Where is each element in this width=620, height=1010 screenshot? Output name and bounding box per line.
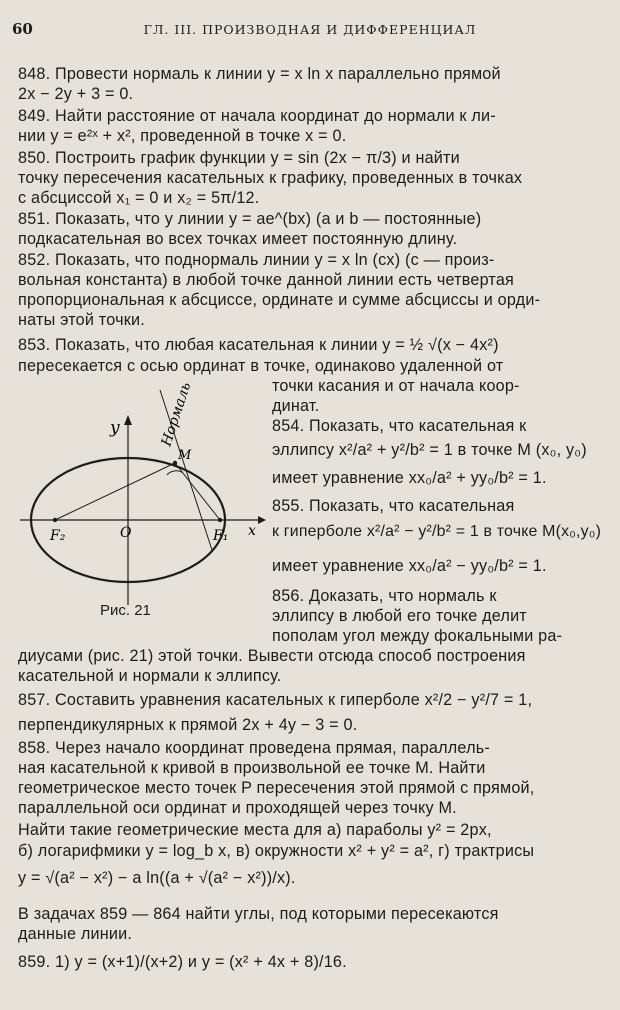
- text-line: 848. Провести нормаль к линии y = x ln x параллельно прямой: [18, 65, 501, 83]
- text-line: 2x − 2y + 3 = 0.: [18, 85, 134, 103]
- text-line: пропорциональная к абсциссе, ординате и сумме абсциссы и орди-: [18, 291, 541, 309]
- page-number: 60: [12, 20, 33, 38]
- y-axis-label: y: [110, 418, 120, 438]
- text-line: касательной и нормали к эллипсу.: [18, 667, 282, 685]
- figure-21: [20, 375, 270, 625]
- text-line: 855. Показать, что касательная: [272, 497, 515, 515]
- point-m: [173, 461, 177, 465]
- text-line: имеет уравнение xx₀/a² − yy₀/b² = 1.: [272, 557, 547, 575]
- chapter-title: ГЛ. III. ПРОИЗВОДНАЯ И ДИФФЕРЕНЦИАЛ: [143, 22, 477, 37]
- text-line: параллельной оси ординат и проходящей через точку M.: [18, 799, 457, 817]
- text-line: 849. Найти расстояние от начала координат до нормали к ли-: [18, 107, 496, 125]
- text-line: 851. Показать, что у линии y = ae^(bx) (a и b — постоянные): [18, 210, 482, 228]
- text-line: геометрическое место точек P пересечения этой прямой с прямой,: [18, 779, 535, 797]
- x-axis-label: x: [248, 523, 256, 539]
- text-line: В задачах 859 — 864 найти углы, под которыми пересекаются: [18, 905, 499, 923]
- text-line: к гиперболе x²/a² − y²/b² = 1 в точке M(x₀,y₀): [272, 523, 602, 540]
- text-line: вольная константа) в любой точке данной линии есть четвертая: [18, 271, 515, 289]
- text-line: 856. Доказать, что нормаль к: [272, 587, 497, 605]
- text-line: 853. Показать, что любая касательная к линии y = ½ √(x − 4x²): [18, 336, 499, 354]
- text-line: диусами (рис. 21) этой точки. Вывести отсюда способ построения: [18, 647, 526, 665]
- text-line: нии y = e²ˣ + x², проведенной в точке x = 0.: [18, 127, 347, 145]
- text-line: пересекается с осью ординат в точке, одинаково удаленной от: [18, 357, 504, 375]
- figure-caption: Рис. 21: [100, 602, 151, 619]
- text-line: 852. Показать, что поднормаль линии y = x ln (cx) (c — произ-: [18, 251, 495, 269]
- normal-label: Нормаль: [158, 380, 195, 449]
- x-axis-arrow: [258, 516, 266, 524]
- y-axis-arrow: [124, 415, 132, 425]
- f1-label: F₁: [213, 528, 229, 544]
- m-label: M: [178, 448, 192, 463]
- page-header: [12, 20, 608, 42]
- text-line: Найти такие геометрические места для а) параболы y² = 2px,: [18, 821, 492, 839]
- text-line: перпендикулярных к прямой 2x + 4y − 3 = 0.: [18, 716, 358, 734]
- focus-f1-point: [218, 518, 222, 522]
- text-line: y = √(a² − x²) − a ln((a + √(a² − x²))/x).: [18, 869, 296, 887]
- text-line: пополам угол между фокальными ра-: [272, 627, 563, 645]
- text-line: имеет уравнение xx₀/a² + yy₀/b² = 1.: [272, 469, 547, 487]
- ellipse-figure: [20, 375, 270, 615]
- text-line: точку пересечения касательных к графику, проведенных в точках: [18, 169, 523, 187]
- text-line: 858. Через начало координат проведена прямая, параллель-: [18, 739, 490, 757]
- focus-f2-point: [53, 518, 57, 522]
- text-line: 850. Построить график функции y = sin (2x − π/3) и найти: [18, 149, 460, 167]
- origin-label: O: [120, 525, 132, 541]
- text-line: б) логарифмики y = log_b x, в) окружности x² + y² = a², г) трактрисы: [18, 842, 535, 860]
- text-line: подкасательная во всех точках имеет постоянную длину.: [18, 230, 458, 248]
- focal-radius-f2: [55, 463, 175, 520]
- text-line: эллипсу x²/a² + y²/b² = 1 в точке M (x₀, y₀): [272, 441, 587, 459]
- text-line: данные линии.: [18, 925, 133, 943]
- text-line: 859. 1) y = (x+1)/(x+2) и y = (x² + 4x + 8)/16.: [18, 953, 347, 971]
- text-line: ная касательной к кривой в произвольной ее точке M. Найти: [18, 759, 486, 777]
- text-line: динат.: [272, 397, 320, 415]
- f2-label: F₂: [50, 528, 66, 544]
- text-line: наты этой точки.: [18, 311, 145, 329]
- angle-arc: [167, 471, 183, 475]
- text-line: 854. Показать, что касательная к: [272, 417, 527, 435]
- text-line: эллипсу в любой его точке делит: [272, 607, 527, 625]
- text-line: точки касания и от начала коор-: [272, 377, 520, 395]
- text-line: с абсциссой x₁ = 0 и x₂ = 5π/12.: [18, 189, 260, 207]
- text-line: 857. Составить уравнения касательных к гиперболе x²/2 − y²/7 = 1,: [18, 691, 533, 709]
